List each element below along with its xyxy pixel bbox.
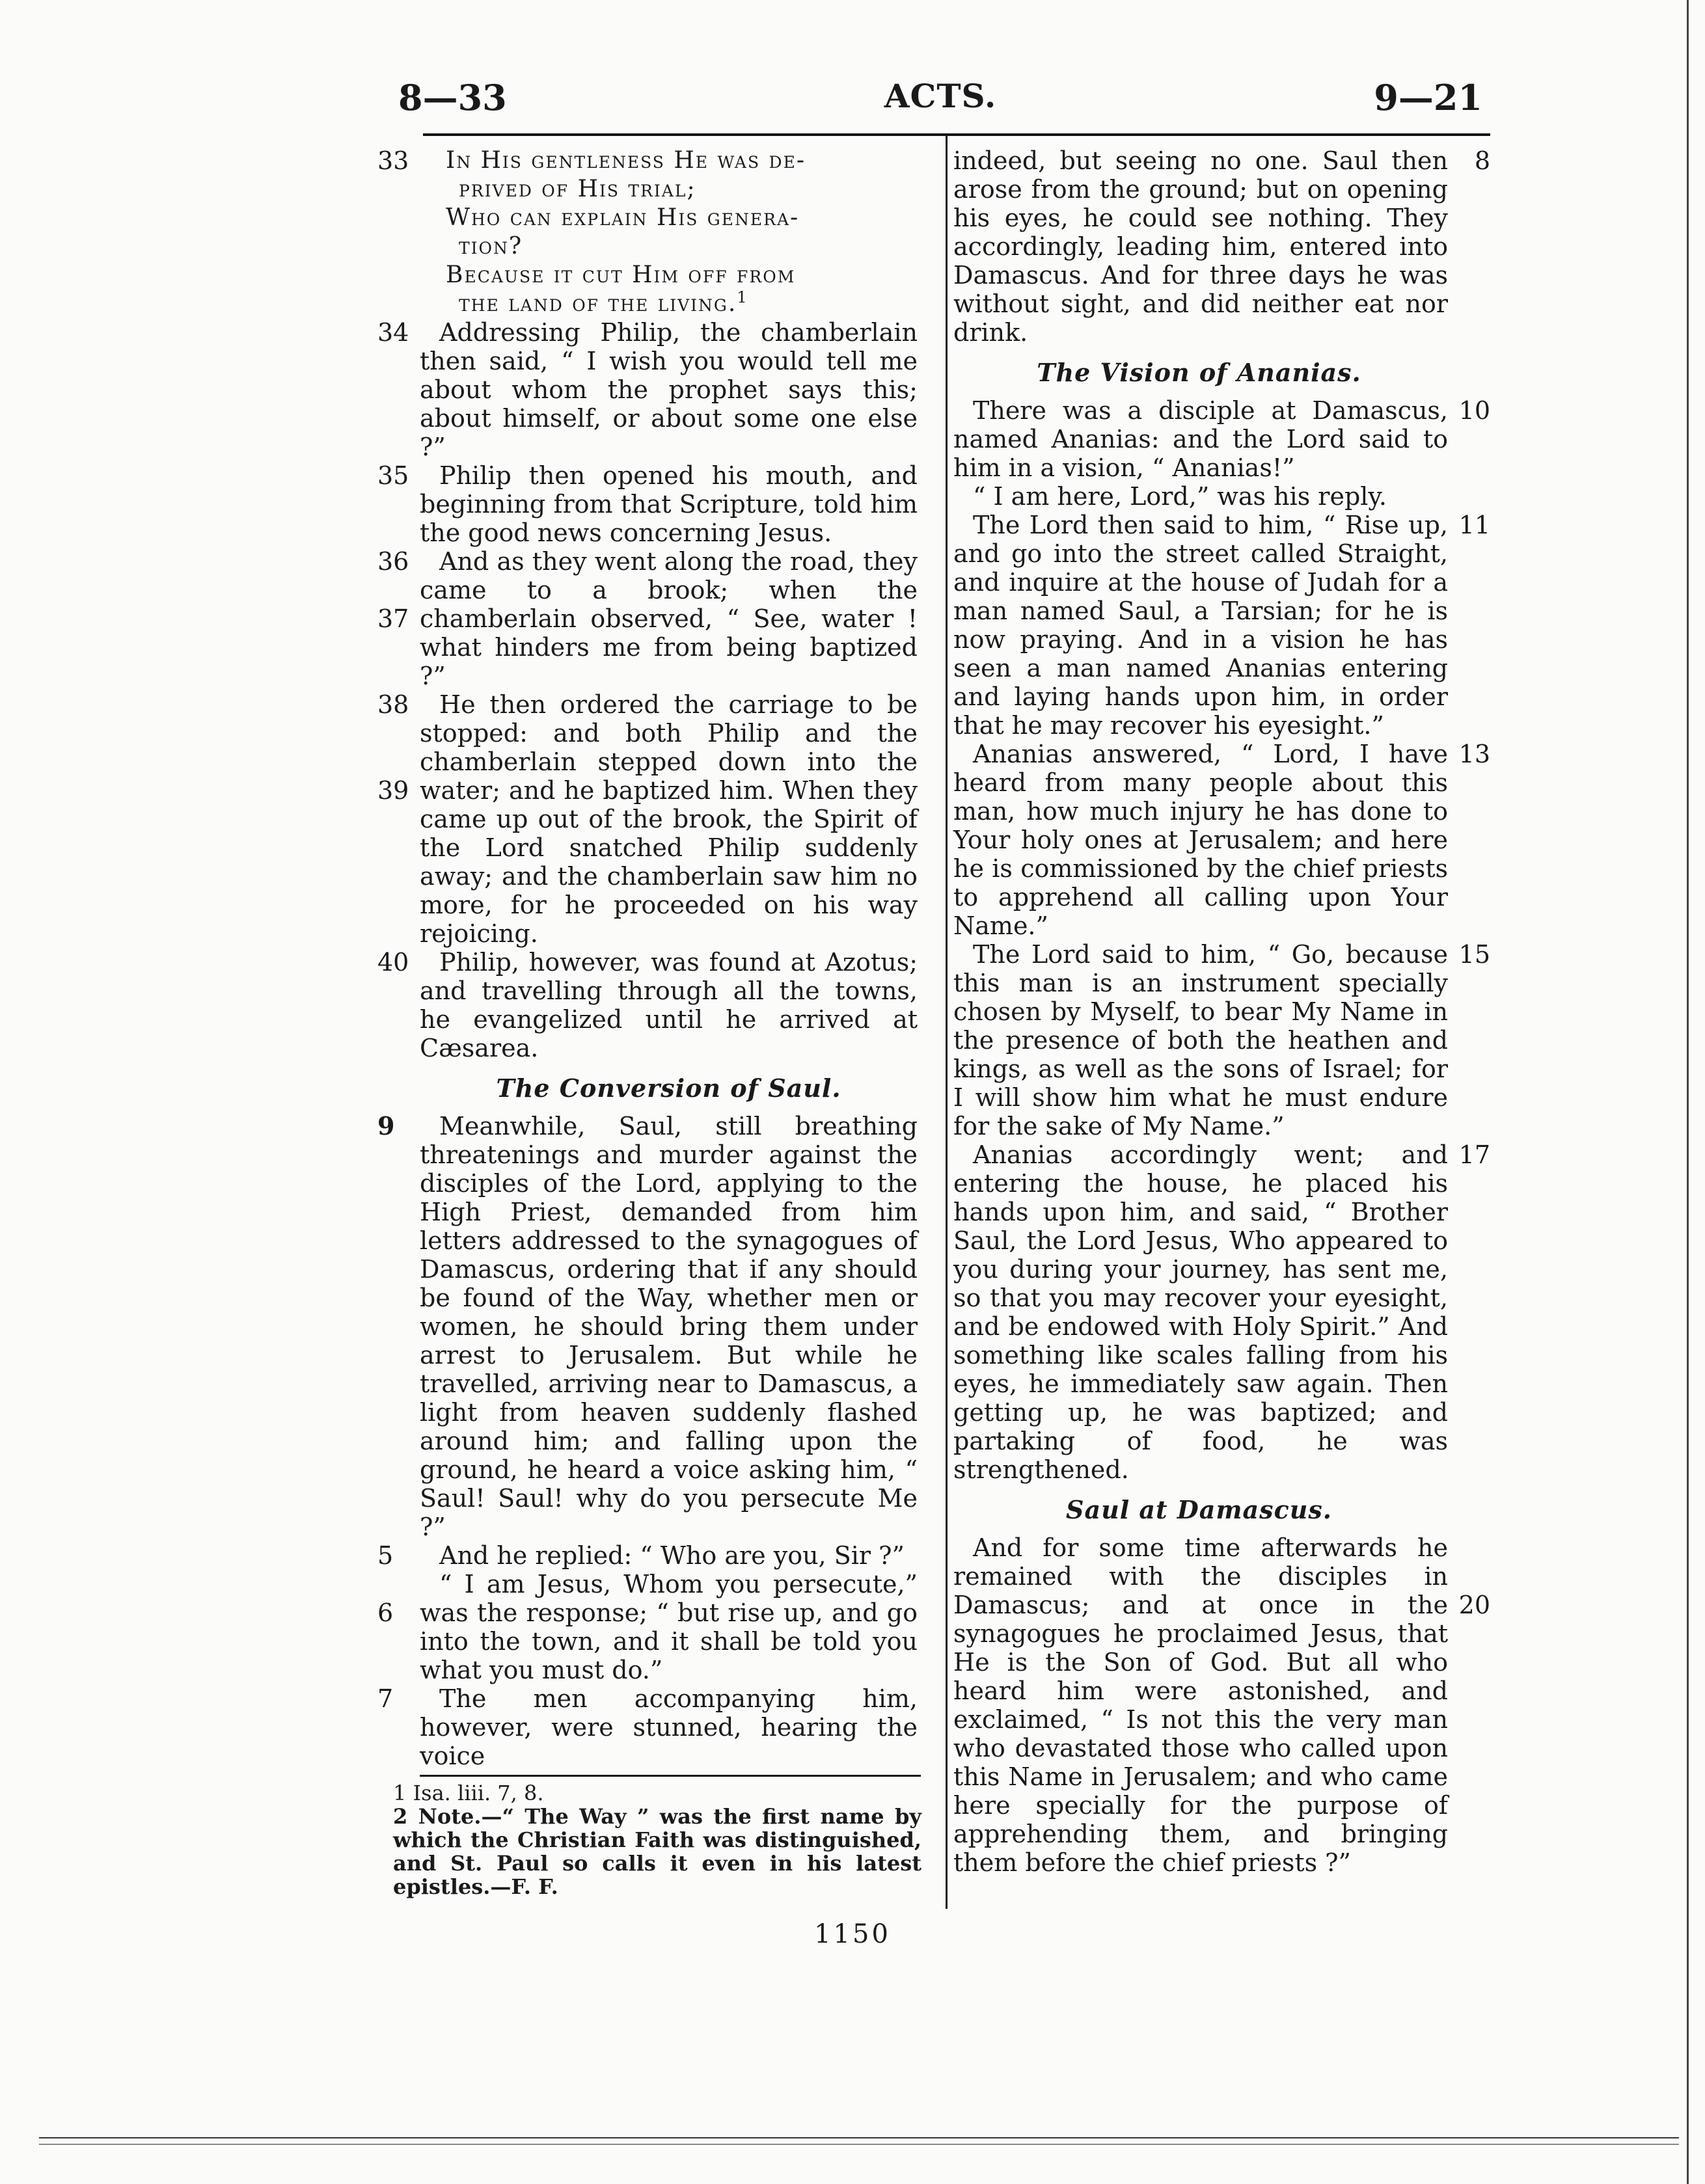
verse-8 — [950, 146, 1490, 347]
verse-number: 11 — [1458, 511, 1490, 539]
verse-number: 5 — [377, 1541, 394, 1570]
poem-line-last — [459, 290, 918, 318]
verse-number: 36 — [377, 547, 409, 576]
verse-number-39: 39 — [377, 776, 409, 805]
footnote-marker: 1 — [737, 288, 748, 306]
poem-line: Because it cut Him off from — [446, 262, 796, 288]
footnotes — [393, 1781, 921, 1898]
verse-text: “ I am here, Lord,” was his reply. — [973, 482, 1387, 511]
section-heading: The Conversion of Saul. — [496, 1073, 841, 1103]
verse-33 — [377, 146, 918, 318]
verse-38 — [377, 690, 918, 948]
chapter-number: 9 — [377, 1111, 395, 1140]
verse-text: Ananias answered, “ Lord, I have heard from many people about this man, how much injury he has done to Your holy ones at Jerusalem; and here he is commissioned by the chief priests to apprehend all calling upon Your Name.” — [953, 740, 1448, 940]
verse-text: He then ordered the carriage to be stopped: and both Philip and the chamberlain stepped down into the water; and he baptized him. When they came up out of the brook, the Spirit of the Lord snatched Philip suddenly away; and the chamberlain saw him no more, for he proceeded on his way rejoicing. — [420, 690, 918, 948]
verse-number: 15 — [1458, 940, 1490, 969]
poem-line: Who can explain His genera- — [446, 204, 800, 231]
header-rule — [423, 133, 1490, 136]
verse-number: 37 — [377, 604, 409, 633]
scan-edge-right — [1687, 0, 1689, 2184]
verse-number: 6 — [377, 1598, 394, 1627]
verse-text: “ I am Jesus, Whom you persecute,” was the response; “ but rise up, and go into the town, and it shall be told you what you must do.” — [420, 1570, 918, 1684]
page-header — [390, 77, 1490, 129]
verse-9-1 — [377, 1112, 918, 1541]
scan-edge-line — [39, 2137, 1679, 2138]
left-column — [377, 146, 918, 1770]
header-left-reference: 8—33 — [398, 77, 507, 118]
footnote-1: 1 Isa. liii. 7, 8. — [393, 1781, 544, 1805]
poem-line: prived of His trial; — [459, 176, 696, 202]
verse-text: Philip then opened his mouth, and beginning from that Scripture, told him the good news concerning Jesus. — [420, 461, 918, 547]
verse-number: 40 — [377, 948, 409, 977]
verse-20 — [950, 1533, 1490, 1877]
verse-text: And he replied: “ Who are you, Sir ?” — [439, 1541, 905, 1570]
verse-13 — [950, 740, 1490, 940]
verse-5 — [377, 1541, 918, 1570]
verse-10 — [950, 396, 1490, 482]
verse-6 — [377, 1570, 918, 1684]
verse-36 — [377, 547, 918, 690]
page-number: 1150 — [814, 1919, 891, 1949]
footnote-rule — [420, 1775, 921, 1777]
verse-text: And as they went along the road, they came to a brook; when the chamberlain observed, “ See, water ! what hinders me from being baptized ?” — [420, 547, 918, 690]
verse-10-reply — [950, 482, 1490, 511]
footnote-2: 2 Note.—“ The Way ” was the first name by which the Christian Faith was distinguished, and St. Paul so calls it even in his latest epistles.—F. F. — [393, 1804, 921, 1899]
verse-35 — [377, 461, 918, 547]
verse-number: 38 — [377, 690, 409, 719]
verse-number: 34 — [377, 318, 409, 347]
verse-number: 13 — [1458, 740, 1490, 768]
verse-number: 20 — [1458, 1591, 1490, 1619]
verse-text: Ananias accordingly went; and entering the house, he placed his hands upon him, and said, “ Brother Saul, the Lord Jesus, Who appeared to you during your journey, has sent me, so that you may recover your eyesight, and be endowed with Holy Spirit.” And something like scales falling from his eyes, he immediately saw again. Then getting up, he was baptized; and partaking of food, he was strengthened. — [953, 1140, 1448, 1484]
verse-number: 33 — [377, 146, 409, 175]
verse-text: The Lord then said to him, “ Rise up, and go into the street called Straight, and inquire at the house of Judah for a man named Saul, a Tarsian; for he is now praying. And in a vision he has seen a man named Ananias entering and laying hands upon him, in order that he may recover his eyesight.” — [953, 511, 1448, 740]
poem-line: tion? — [459, 233, 523, 260]
section-heading: The Vision of Ananias. — [1037, 358, 1361, 387]
verse-number: 10 — [1458, 396, 1490, 425]
verse-40 — [377, 948, 918, 1062]
header-right-reference: 9—21 — [1374, 77, 1482, 118]
verse-text: indeed, but seeing no one. Saul then arose from the ground; but on opening his eyes, he could see nothing. They accordingly, leading him, entered into Damascus. And for three days he was without sight, and did neither eat nor drink. — [953, 146, 1448, 347]
verse-text: Philip, however, was found at Azotus; and travelling through all the towns, he evangelized until he arrived at Cæsarea. — [420, 948, 918, 1062]
verse-17 — [950, 1140, 1490, 1484]
verse-text: The men accompanying him, however, were stunned, hearing the voice — [420, 1684, 918, 1770]
verse-number: 8 — [1474, 146, 1490, 175]
verse-text: And for some time afterwards he remained with the disciples in Damascus; and at once in the synagogues he proclaimed Jesus, that He is the Son of God. But all who heard him were astonished, and exclaimed, “ Is not this the very man who devastated those who called upon this Name in Jerusalem; and who came here specially for the purpose of apprehending them, and bringing them before the chief priests ?” — [953, 1533, 1448, 1877]
verse-text: Addressing Philip, the chamberlain then said, “ I wish you would tell me about whom the prophet says this; about himself, or about some one else ?” — [420, 318, 918, 461]
poem-line: In His gentleness He was de- — [446, 147, 806, 174]
verse-11 — [950, 511, 1490, 740]
verse-text: Meanwhile, Saul, still breathing threatenings and murder against the disciples of the Lord, applying to the High Priest, demanded from him letters addressed to the synagogues of Damascus, ordering that if any should be found of the Way, whether men or women, he should bring them under arrest to Jerusalem. But while he travelled, arriving near to Damascus, a light from heaven suddenly flashed around him; and falling upon the ground, he heard a voice asking him, “ Saul! Saul! why do you persecute Me ?” — [420, 1112, 918, 1541]
section-heading: Saul at Damascus. — [1066, 1495, 1332, 1524]
header-book-title: ACTS. — [884, 77, 997, 115]
verse-7 — [377, 1684, 918, 1770]
verse-text: The Lord said to him, “ Go, because this man is an instrument specially chosen by Myself, to bear My Name in the presence of both the heathen and kings, as well as the sons of Israel; for I will show him what he must endure for the sake of My Name.” — [953, 940, 1448, 1140]
poem-line: the land of the living. — [459, 290, 737, 317]
column-divider — [946, 136, 948, 1909]
verse-15 — [950, 940, 1490, 1140]
verse-text: There was a disciple at Damascus, named Ananias: and the Lord said to him in a vision, “ Ananias!” — [953, 396, 1448, 482]
verse-number: 7 — [377, 1684, 394, 1713]
right-column — [950, 146, 1490, 1877]
verse-number: 17 — [1458, 1140, 1490, 1169]
verse-34 — [377, 318, 918, 461]
scan-edge-line — [39, 2144, 1679, 2145]
verse-number: 35 — [377, 461, 409, 490]
